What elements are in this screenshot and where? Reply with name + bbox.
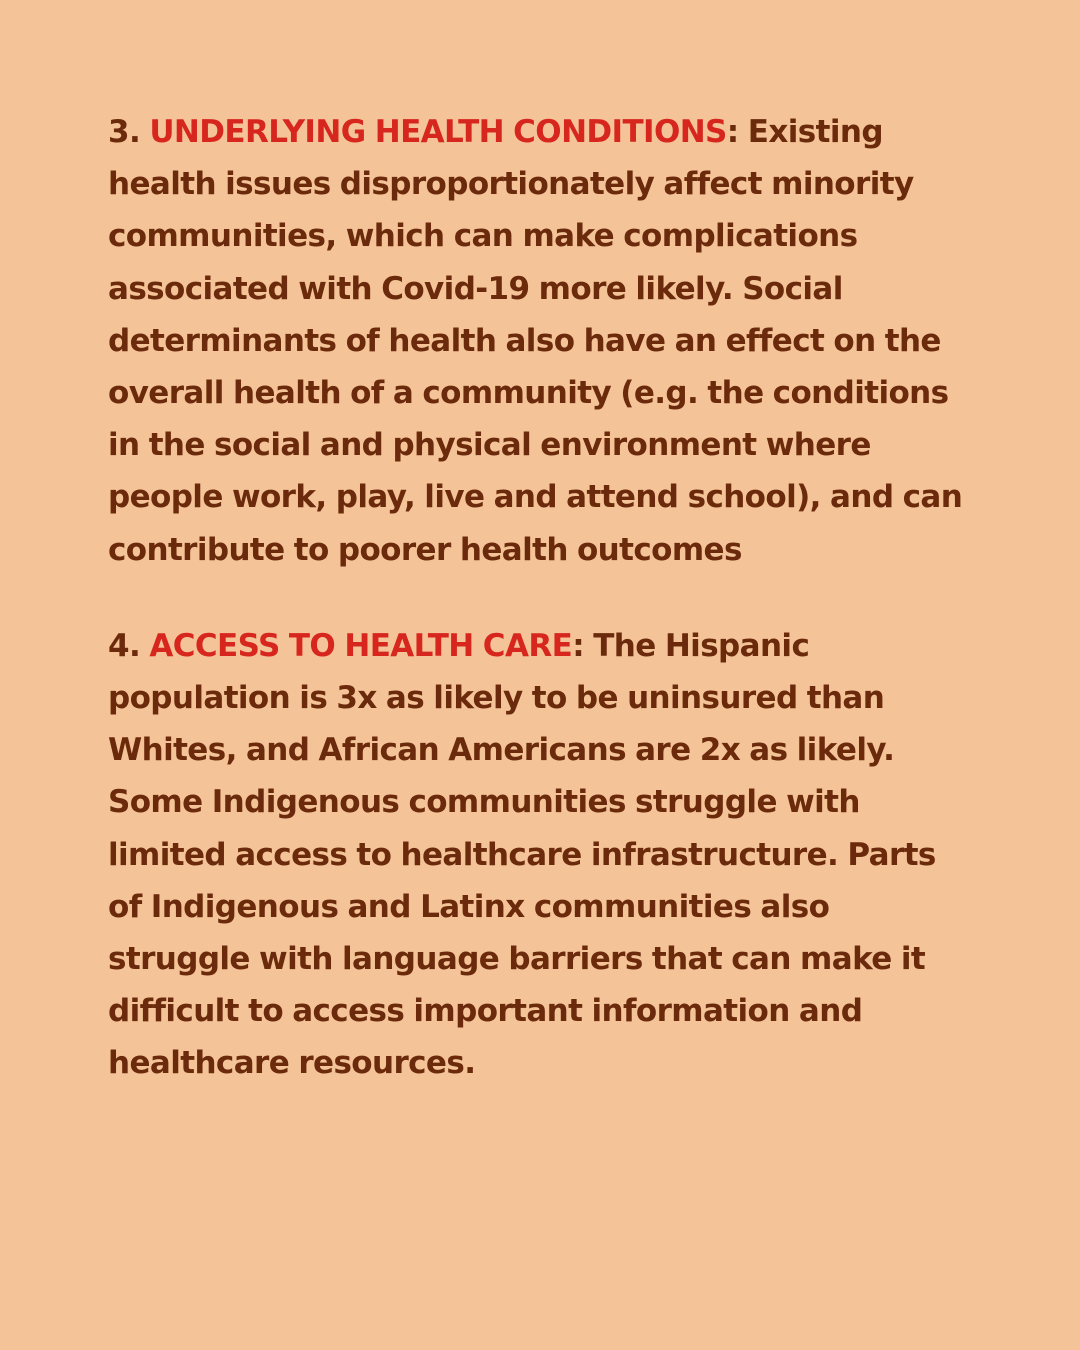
item-underlying-health-conditions: [108, 106, 968, 576]
item-number: 3.: [108, 114, 141, 150]
item-number: 4.: [108, 627, 141, 664]
item-heading: UNDERLYING HEALTH CONDITIONS: [149, 114, 727, 150]
item-colon: :: [726, 114, 739, 150]
item-access-to-health-care: [108, 620, 968, 1090]
item-body: The Hispanic population is 3x as likely to be uninsured than Whites, and African Americans are 2x as likely. Some Indigenous communities struggle with limited access to healthcare infrastructure. Parts of Indigenous and Latinx communities also struggle with language barriers that can make it difficult to access important information and healthcare resources.: [108, 627, 936, 1082]
item-colon: :: [572, 627, 584, 664]
item-heading: ACCESS TO HEALTH CARE: [149, 627, 573, 664]
item-body: Existing health issues disproportionately affect minority communities, which can make complications associated with Covid-19 more likely. Social determinants of health also have an effect on the overall health of a community (e.g. the conditions in the social and physical environment where people work, play, live and attend school), and can contribute to poorer health outcomes: [108, 114, 963, 568]
